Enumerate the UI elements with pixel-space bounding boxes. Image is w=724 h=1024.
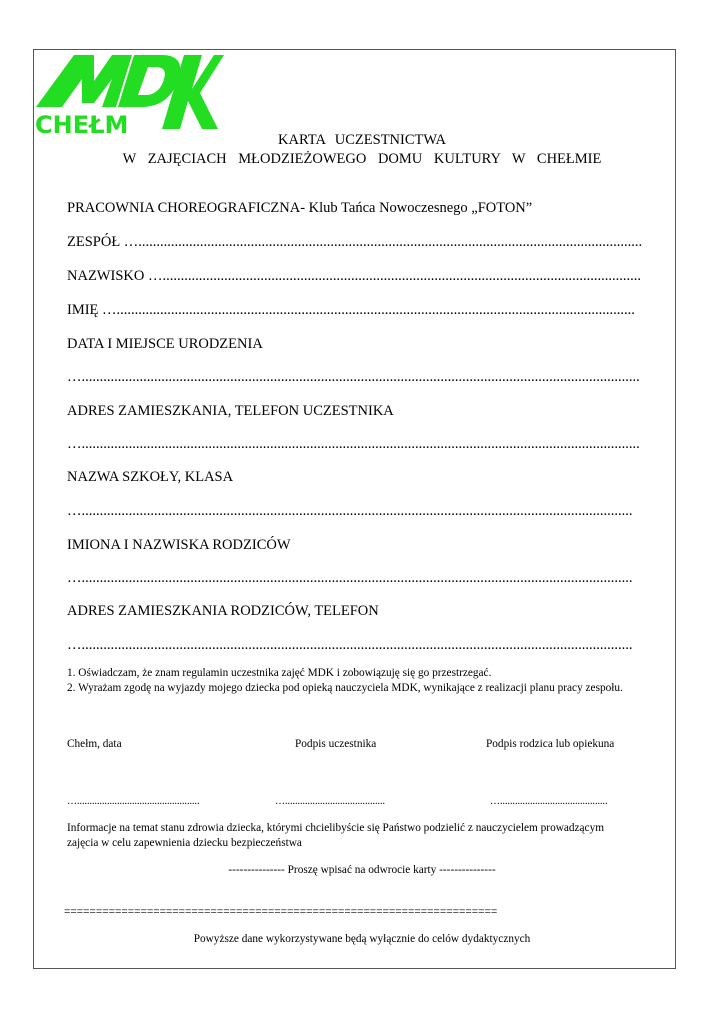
parents-address-field[interactable]: …........................................................................................................................................................	[67, 637, 633, 653]
imie-field[interactable]: IMIĘ …...............................................................................................................................................	[67, 302, 635, 318]
place-date-field[interactable]: ….................................................	[67, 796, 200, 807]
nazwisko-field[interactable]: NAZWISKO …....................................................................................................................................	[67, 268, 641, 284]
zespol-field[interactable]: ZESPÓŁ …...........................................................................................................................................	[67, 234, 643, 250]
parent-signature-field[interactable]: …...........................................	[490, 796, 608, 807]
address-label: ADRES ZAMIESZKANIA, TELEFON UCZESTNIKA	[67, 403, 394, 419]
participant-signature-label: Podpis uczestnika	[295, 738, 377, 750]
parent-signature-label: Podpis rodzica lub opiekuna	[486, 738, 615, 750]
parents-field[interactable]: …........................................................................................................................................................	[67, 570, 633, 586]
participant-signature-field[interactable]: …........................................	[275, 796, 385, 807]
footer-note: Powyższe dane wykorzystywane będą wyłącznie do celów dydaktycznych	[193, 933, 531, 945]
mdk-chelm-logo	[34, 51, 224, 135]
overleaf-note: --------------- Proszę wpisać na odwrocie karty ---------------	[228, 864, 496, 876]
birth-label: DATA I MIEJSCE URODZENIA	[67, 336, 263, 352]
title-line-1: KARTA UCZESTNICTWA	[278, 132, 446, 148]
health-info-line-1: Informacje na temat stanu zdrowia dziecka, którymi chcielibyście się Państwo podzielić z nauczycielem prowadzącym	[67, 822, 605, 834]
birth-field[interactable]: …..........................................................................................................................................................	[67, 369, 640, 385]
place-date-label: Chełm, data	[67, 738, 122, 750]
title-line-2: W ZAJĘCIACH MŁODZIEŻOWEGO DOMU KULTURY W CHEŁMIE	[122, 151, 602, 167]
health-info-line-2: zajęcia w celu zapewnienia dziecku bezpieczeństwa	[67, 837, 302, 849]
school-label: NAZWA SZKOŁY, KLASA	[67, 469, 234, 485]
parents-label: IMIONA I NAZWISKA RODZICÓW	[67, 537, 291, 553]
pracownia-label: PRACOWNIA CHOREOGRAFICZNA- Klub Tańca Nowoczesnego „FOTON”	[67, 200, 533, 216]
address-field[interactable]: …..........................................................................................................................................................	[67, 436, 640, 452]
declaration-1: 1. Oświadczam, że znam regulamin uczestnika zajęć MDK i zobowiązuję się go przestrzegać.	[67, 667, 492, 679]
declaration-2: 2. Wyrażam zgodę na wyjazdy mojego dziecka pod opieką nauczyciela MDK, wynikające z realizacji planu pracy zespołu.	[67, 682, 623, 694]
separator-line: ====================================================================	[64, 906, 498, 918]
logo-city-text: CHEŁM	[35, 111, 129, 135]
parents-address-label: ADRES ZAMIESZKANIA RODZICÓW, TELEFON	[67, 603, 379, 619]
school-field[interactable]: …........................................................................................................................................................	[67, 503, 633, 519]
